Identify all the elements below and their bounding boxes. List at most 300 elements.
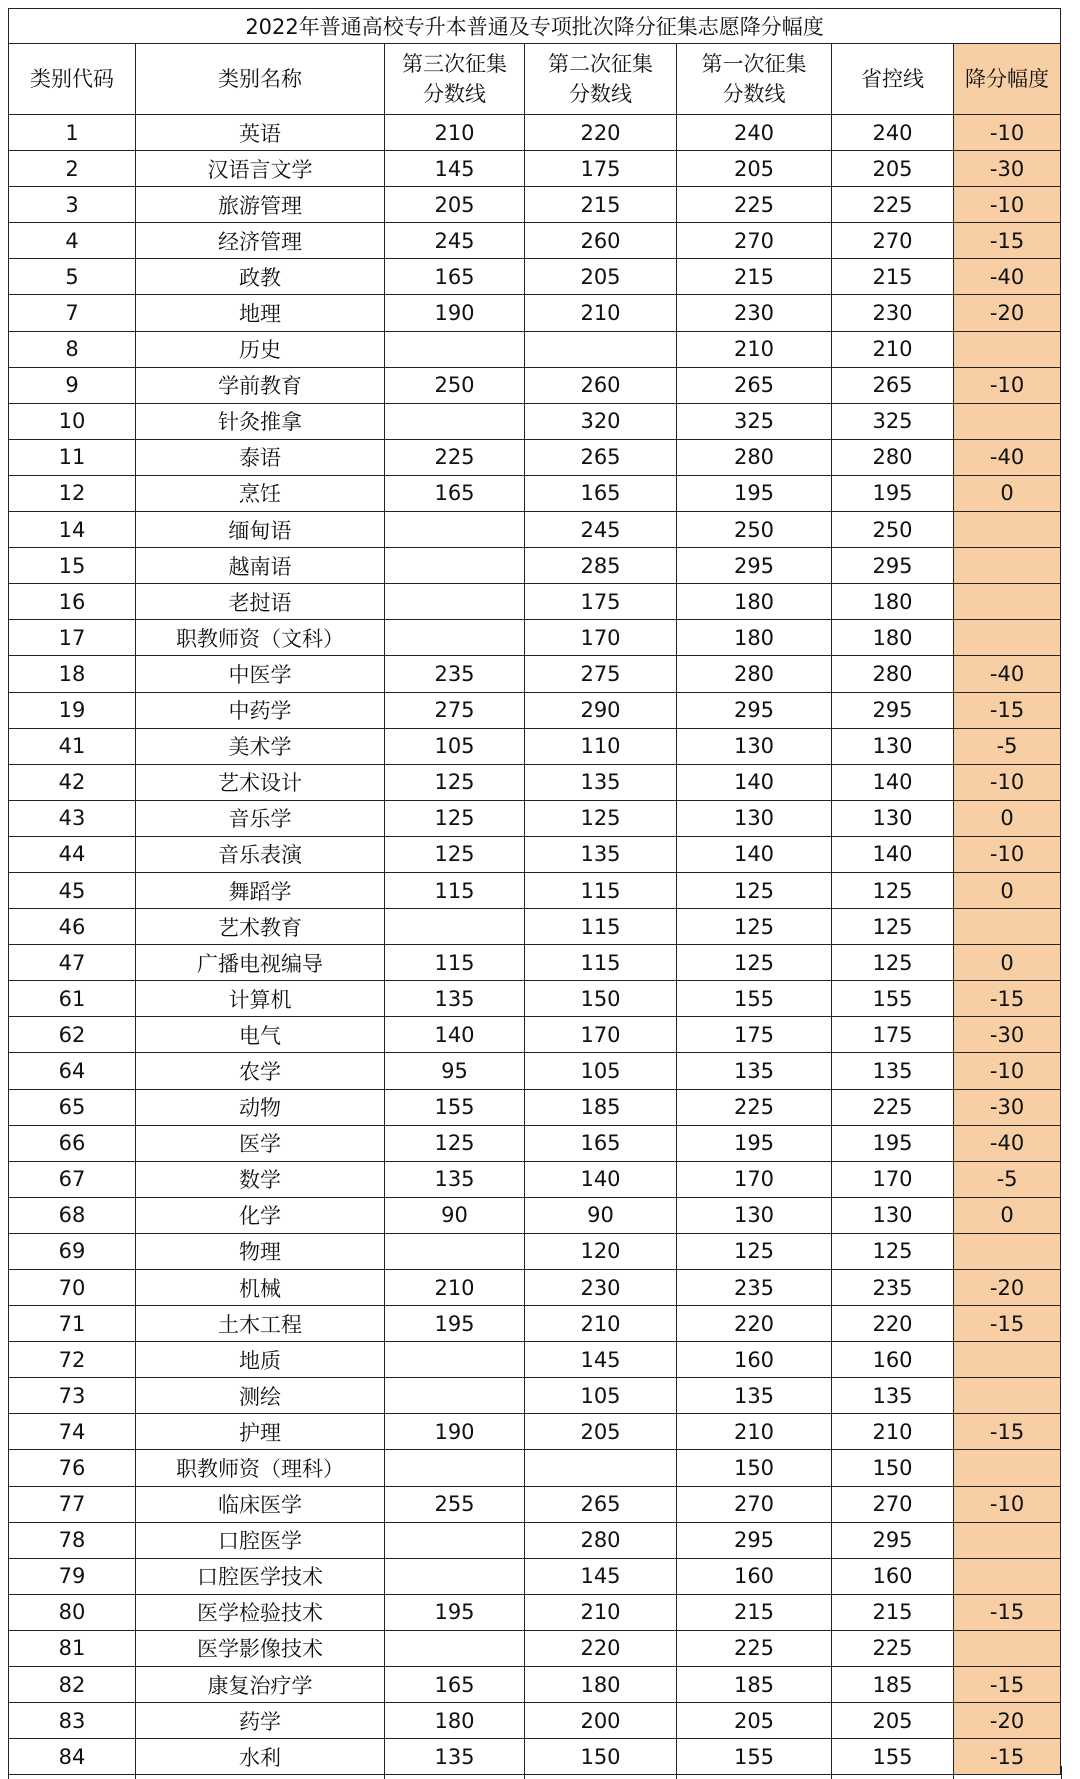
cell-first: 140 bbox=[677, 836, 832, 872]
cell-reduction: 0 bbox=[954, 1197, 1061, 1233]
cell-name: 水利 bbox=[136, 1739, 385, 1775]
cell-provincial: 265 bbox=[832, 367, 954, 403]
cell-provincial: 150 bbox=[832, 1450, 954, 1486]
cell-third: 195 bbox=[385, 1594, 525, 1630]
cell-name: 测绘 bbox=[136, 1378, 385, 1414]
cell-third: 125 bbox=[385, 836, 525, 872]
cell-code: 73 bbox=[9, 1378, 136, 1414]
cell-code: 69 bbox=[9, 1233, 136, 1269]
table-row bbox=[9, 1594, 1061, 1630]
cell-reduction: -10 bbox=[954, 836, 1061, 872]
cell-third: 155 bbox=[385, 1089, 525, 1125]
cell-name: 医学检验技术 bbox=[136, 1594, 385, 1630]
cell-first: 195 bbox=[677, 475, 832, 511]
cell-name: 口腔医学 bbox=[136, 1522, 385, 1558]
table-bottom-edge bbox=[8, 1766, 1062, 1779]
cell-third bbox=[385, 548, 525, 584]
cell-reduction bbox=[954, 1342, 1061, 1378]
cell-code: 77 bbox=[9, 1486, 136, 1522]
cell-code: 9 bbox=[9, 367, 136, 403]
cell-first: 280 bbox=[677, 656, 832, 692]
cell-provincial: 225 bbox=[832, 187, 954, 223]
cell-provincial: 185 bbox=[832, 1667, 954, 1703]
cell-name: 缅甸语 bbox=[136, 512, 385, 548]
cell-second: 230 bbox=[525, 1270, 677, 1306]
cell-second: 125 bbox=[525, 800, 677, 836]
cell-name: 旅游管理 bbox=[136, 187, 385, 223]
cell-code: 4 bbox=[9, 223, 136, 259]
cell-name: 电气 bbox=[136, 1017, 385, 1053]
cell-reduction: 0 bbox=[954, 945, 1061, 981]
cell-second: 150 bbox=[525, 1739, 677, 1775]
table-row bbox=[9, 1197, 1061, 1233]
cell-provincial: 225 bbox=[832, 1630, 954, 1666]
cell-third: 180 bbox=[385, 1703, 525, 1739]
table-row bbox=[9, 331, 1061, 367]
table-row bbox=[9, 151, 1061, 187]
cell-name: 农学 bbox=[136, 1053, 385, 1089]
header-first-line1: 第一次征集 bbox=[701, 52, 807, 76]
cell-provincial: 325 bbox=[832, 403, 954, 439]
cell-provincial: 125 bbox=[832, 1233, 954, 1269]
cell-code: 16 bbox=[9, 584, 136, 620]
cell-reduction: -5 bbox=[954, 728, 1061, 764]
table-title: 2022年普通高校专升本普通及专项批次降分征集志愿降分幅度 bbox=[9, 9, 1061, 44]
cell-third: 115 bbox=[385, 872, 525, 908]
cell-first: 135 bbox=[677, 1053, 832, 1089]
cell-name: 汉语言文学 bbox=[136, 151, 385, 187]
table-row bbox=[9, 945, 1061, 981]
table-row bbox=[9, 439, 1061, 475]
cell-second: 150 bbox=[525, 981, 677, 1017]
cell-third: 195 bbox=[385, 1306, 525, 1342]
cell-third bbox=[385, 331, 525, 367]
cell-first: 170 bbox=[677, 1161, 832, 1197]
cell-first: 175 bbox=[677, 1017, 832, 1053]
cell-name: 口腔医学技术 bbox=[136, 1558, 385, 1594]
header-name-label: 类别名称 bbox=[218, 67, 302, 91]
cell-third: 95 bbox=[385, 1053, 525, 1089]
cell-second: 290 bbox=[525, 692, 677, 728]
cell-name: 动物 bbox=[136, 1089, 385, 1125]
table-row bbox=[9, 872, 1061, 908]
cell-first: 130 bbox=[677, 800, 832, 836]
cell-provincial: 280 bbox=[832, 656, 954, 692]
cell-provincial: 225 bbox=[832, 1089, 954, 1125]
cell-reduction: -15 bbox=[954, 1306, 1061, 1342]
cell-provincial: 210 bbox=[832, 1414, 954, 1450]
cell-reduction: -20 bbox=[954, 1703, 1061, 1739]
cell-name: 越南语 bbox=[136, 548, 385, 584]
cell-second: 200 bbox=[525, 1703, 677, 1739]
header-provincial bbox=[832, 44, 954, 115]
header-third-line2: 分数线 bbox=[423, 82, 486, 106]
cell-name: 康复治疗学 bbox=[136, 1667, 385, 1703]
cell-second: 320 bbox=[525, 403, 677, 439]
cell-first: 280 bbox=[677, 439, 832, 475]
table-row bbox=[9, 1017, 1061, 1053]
cell-second: 265 bbox=[525, 1486, 677, 1522]
cell-code: 70 bbox=[9, 1270, 136, 1306]
cell-name: 土木工程 bbox=[136, 1306, 385, 1342]
cell-reduction: -10 bbox=[954, 1053, 1061, 1089]
cell-name: 艺术设计 bbox=[136, 764, 385, 800]
table-row bbox=[9, 656, 1061, 692]
cell-second: 205 bbox=[525, 259, 677, 295]
cell-third: 145 bbox=[385, 151, 525, 187]
cell-second: 110 bbox=[525, 728, 677, 764]
cell-reduction bbox=[954, 584, 1061, 620]
cell-name: 药学 bbox=[136, 1703, 385, 1739]
cell-name: 医学影像技术 bbox=[136, 1630, 385, 1666]
cell-third bbox=[385, 909, 525, 945]
cell-third: 205 bbox=[385, 187, 525, 223]
cell-name: 老挝语 bbox=[136, 584, 385, 620]
cell-reduction: -20 bbox=[954, 1270, 1061, 1306]
cell-third bbox=[385, 620, 525, 656]
cell-reduction bbox=[954, 512, 1061, 548]
cell-name: 护理 bbox=[136, 1414, 385, 1450]
cell-provincial: 270 bbox=[832, 1486, 954, 1522]
cell-provincial: 170 bbox=[832, 1161, 954, 1197]
cell-second: 210 bbox=[525, 1306, 677, 1342]
cell-code: 19 bbox=[9, 692, 136, 728]
cell-reduction: -40 bbox=[954, 439, 1061, 475]
header-second bbox=[525, 44, 677, 115]
cell-name: 音乐表演 bbox=[136, 836, 385, 872]
cell-code: 8 bbox=[9, 331, 136, 367]
cell-code: 78 bbox=[9, 1522, 136, 1558]
cell-first: 225 bbox=[677, 1630, 832, 1666]
cell-first: 240 bbox=[677, 115, 832, 151]
cell-reduction: 0 bbox=[954, 872, 1061, 908]
table-row bbox=[9, 1522, 1061, 1558]
cell-third: 165 bbox=[385, 475, 525, 511]
cell-third: 135 bbox=[385, 1739, 525, 1775]
cell-code: 82 bbox=[9, 1667, 136, 1703]
header-first-line2: 分数线 bbox=[722, 82, 786, 106]
table-row bbox=[9, 764, 1061, 800]
cell-name: 数学 bbox=[136, 1161, 385, 1197]
table-row bbox=[9, 800, 1061, 836]
cell-name: 泰语 bbox=[136, 439, 385, 475]
cell-third: 115 bbox=[385, 945, 525, 981]
cell-name: 烹饪 bbox=[136, 475, 385, 511]
cell-code: 84 bbox=[9, 1739, 136, 1775]
cell-first: 215 bbox=[677, 259, 832, 295]
table-row bbox=[9, 584, 1061, 620]
cell-provincial: 195 bbox=[832, 1125, 954, 1161]
table-row bbox=[9, 187, 1061, 223]
cell-third: 210 bbox=[385, 115, 525, 151]
cell-name: 地质 bbox=[136, 1342, 385, 1378]
cell-third bbox=[385, 403, 525, 439]
cell-provincial: 295 bbox=[832, 692, 954, 728]
cell-second: 140 bbox=[525, 1161, 677, 1197]
header-reduction bbox=[954, 44, 1061, 115]
cell-provincial: 295 bbox=[832, 1522, 954, 1558]
cell-third: 105 bbox=[385, 728, 525, 764]
cell-name: 学前教育 bbox=[136, 367, 385, 403]
cell-first: 160 bbox=[677, 1558, 832, 1594]
table-row bbox=[9, 692, 1061, 728]
cell-third: 165 bbox=[385, 1667, 525, 1703]
cell-first: 160 bbox=[677, 1342, 832, 1378]
cell-provincial: 250 bbox=[832, 512, 954, 548]
cell-name: 舞蹈学 bbox=[136, 872, 385, 908]
cell-provincial: 135 bbox=[832, 1053, 954, 1089]
cell-code: 71 bbox=[9, 1306, 136, 1342]
cell-provincial: 195 bbox=[832, 475, 954, 511]
header-reduction-label: 降分幅度 bbox=[965, 67, 1050, 91]
cell-name: 职教师资（文科） bbox=[136, 620, 385, 656]
cell-reduction: -10 bbox=[954, 1486, 1061, 1522]
header-second-line2: 分数线 bbox=[569, 82, 632, 106]
cell-second: 220 bbox=[525, 1630, 677, 1666]
table-row bbox=[9, 981, 1061, 1017]
cell-code: 72 bbox=[9, 1342, 136, 1378]
cell-reduction: -30 bbox=[954, 151, 1061, 187]
cell-first: 135 bbox=[677, 1378, 832, 1414]
cell-third bbox=[385, 584, 525, 620]
cell-first: 270 bbox=[677, 223, 832, 259]
cell-first: 295 bbox=[677, 1522, 832, 1558]
cell-first: 155 bbox=[677, 1739, 832, 1775]
cell-code: 68 bbox=[9, 1197, 136, 1233]
cell-reduction: -10 bbox=[954, 764, 1061, 800]
cell-reduction: -40 bbox=[954, 656, 1061, 692]
cell-name: 广播电视编导 bbox=[136, 945, 385, 981]
header-provincial-label: 省控线 bbox=[861, 67, 924, 91]
table-row bbox=[9, 1089, 1061, 1125]
cell-third bbox=[385, 1522, 525, 1558]
cell-third: 225 bbox=[385, 439, 525, 475]
cell-code: 14 bbox=[9, 512, 136, 548]
cell-second: 175 bbox=[525, 584, 677, 620]
cell-provincial: 140 bbox=[832, 836, 954, 872]
table-row bbox=[9, 1125, 1061, 1161]
cell-second: 120 bbox=[525, 1233, 677, 1269]
cell-second: 275 bbox=[525, 656, 677, 692]
cell-reduction bbox=[954, 1630, 1061, 1666]
table-row bbox=[9, 115, 1061, 151]
table-row bbox=[9, 1342, 1061, 1378]
cell-reduction: -40 bbox=[954, 259, 1061, 295]
table-row bbox=[9, 1306, 1061, 1342]
cell-reduction: -15 bbox=[954, 1667, 1061, 1703]
cell-name: 地理 bbox=[136, 295, 385, 331]
cell-third: 255 bbox=[385, 1486, 525, 1522]
cell-reduction bbox=[954, 1450, 1061, 1486]
cell-second: 210 bbox=[525, 1594, 677, 1630]
cell-reduction bbox=[954, 1522, 1061, 1558]
cell-name: 美术学 bbox=[136, 728, 385, 764]
cell-third: 210 bbox=[385, 1270, 525, 1306]
cell-second: 165 bbox=[525, 475, 677, 511]
cell-code: 17 bbox=[9, 620, 136, 656]
cell-provincial: 205 bbox=[832, 1703, 954, 1739]
cell-third: 135 bbox=[385, 1161, 525, 1197]
cell-reduction: -15 bbox=[954, 1414, 1061, 1450]
cell-provincial: 215 bbox=[832, 1594, 954, 1630]
cell-name: 化学 bbox=[136, 1197, 385, 1233]
table-row bbox=[9, 728, 1061, 764]
table-row bbox=[9, 259, 1061, 295]
cell-provincial: 210 bbox=[832, 331, 954, 367]
cell-third bbox=[385, 1558, 525, 1594]
cell-code: 66 bbox=[9, 1125, 136, 1161]
cell-reduction: 0 bbox=[954, 475, 1061, 511]
cell-provincial: 180 bbox=[832, 584, 954, 620]
table-row bbox=[9, 1053, 1061, 1089]
cell-second: 185 bbox=[525, 1089, 677, 1125]
cell-provincial: 140 bbox=[832, 764, 954, 800]
header-first bbox=[677, 44, 832, 115]
table-row bbox=[9, 223, 1061, 259]
cell-first: 225 bbox=[677, 187, 832, 223]
cell-first: 225 bbox=[677, 1089, 832, 1125]
cell-reduction bbox=[954, 403, 1061, 439]
cell-code: 64 bbox=[9, 1053, 136, 1089]
cell-first: 195 bbox=[677, 1125, 832, 1161]
cell-reduction bbox=[954, 1558, 1061, 1594]
cell-first: 155 bbox=[677, 981, 832, 1017]
cell-provincial: 180 bbox=[832, 620, 954, 656]
cell-code: 1 bbox=[9, 115, 136, 151]
cell-reduction: 0 bbox=[954, 800, 1061, 836]
cell-third: 190 bbox=[385, 295, 525, 331]
header-code bbox=[9, 44, 136, 115]
cell-first: 125 bbox=[677, 909, 832, 945]
cell-second: 170 bbox=[525, 1017, 677, 1053]
cell-reduction: -15 bbox=[954, 1739, 1061, 1775]
cell-name: 经济管理 bbox=[136, 223, 385, 259]
cell-provincial: 135 bbox=[832, 1378, 954, 1414]
table-row bbox=[9, 1630, 1061, 1666]
cell-second: 280 bbox=[525, 1522, 677, 1558]
cell-third: 235 bbox=[385, 656, 525, 692]
cell-first: 215 bbox=[677, 1594, 832, 1630]
cell-third bbox=[385, 512, 525, 548]
cell-third bbox=[385, 1630, 525, 1666]
cell-reduction: -15 bbox=[954, 223, 1061, 259]
cell-code: 74 bbox=[9, 1414, 136, 1450]
cell-code: 42 bbox=[9, 764, 136, 800]
cell-code: 3 bbox=[9, 187, 136, 223]
cell-second: 265 bbox=[525, 439, 677, 475]
cell-provincial: 280 bbox=[832, 439, 954, 475]
cell-second: 215 bbox=[525, 187, 677, 223]
cell-first: 210 bbox=[677, 331, 832, 367]
cell-first: 295 bbox=[677, 548, 832, 584]
cell-first: 210 bbox=[677, 1414, 832, 1450]
cell-provincial: 160 bbox=[832, 1342, 954, 1378]
cell-code: 11 bbox=[9, 439, 136, 475]
cell-third: 140 bbox=[385, 1017, 525, 1053]
cell-third: 135 bbox=[385, 981, 525, 1017]
cell-third: 125 bbox=[385, 800, 525, 836]
table-row bbox=[9, 1414, 1061, 1450]
cell-first: 180 bbox=[677, 584, 832, 620]
cell-name: 英语 bbox=[136, 115, 385, 151]
cell-second: 145 bbox=[525, 1558, 677, 1594]
cell-code: 83 bbox=[9, 1703, 136, 1739]
cell-first: 140 bbox=[677, 764, 832, 800]
cell-third: 190 bbox=[385, 1414, 525, 1450]
cell-second: 170 bbox=[525, 620, 677, 656]
cell-provincial: 155 bbox=[832, 981, 954, 1017]
header-second-line1: 第二次征集 bbox=[548, 52, 653, 76]
cell-third: 245 bbox=[385, 223, 525, 259]
cell-second: 220 bbox=[525, 115, 677, 151]
table-row bbox=[9, 512, 1061, 548]
cell-code: 5 bbox=[9, 259, 136, 295]
cell-code: 81 bbox=[9, 1630, 136, 1666]
cell-first: 185 bbox=[677, 1667, 832, 1703]
cell-name: 音乐学 bbox=[136, 800, 385, 836]
cell-provincial: 215 bbox=[832, 259, 954, 295]
cell-reduction bbox=[954, 548, 1061, 584]
cell-provincial: 160 bbox=[832, 1558, 954, 1594]
cell-first: 220 bbox=[677, 1306, 832, 1342]
cell-reduction: -10 bbox=[954, 115, 1061, 151]
cell-code: 15 bbox=[9, 548, 136, 584]
cell-first: 270 bbox=[677, 1486, 832, 1522]
cell-code: 47 bbox=[9, 945, 136, 981]
cell-reduction bbox=[954, 909, 1061, 945]
cell-provincial: 235 bbox=[832, 1270, 954, 1306]
table-row bbox=[9, 836, 1061, 872]
cell-third: 125 bbox=[385, 1125, 525, 1161]
cell-reduction bbox=[954, 1378, 1061, 1414]
cell-reduction: -40 bbox=[954, 1125, 1061, 1161]
table-row bbox=[9, 1703, 1061, 1739]
table-row bbox=[9, 548, 1061, 584]
cell-third: 250 bbox=[385, 367, 525, 403]
cell-code: 76 bbox=[9, 1450, 136, 1486]
table-row bbox=[9, 295, 1061, 331]
cell-third bbox=[385, 1233, 525, 1269]
cell-name: 艺术教育 bbox=[136, 909, 385, 945]
cell-second: 135 bbox=[525, 764, 677, 800]
cell-third: 165 bbox=[385, 259, 525, 295]
table-row bbox=[9, 1270, 1061, 1306]
cell-provincial: 270 bbox=[832, 223, 954, 259]
cell-first: 205 bbox=[677, 1703, 832, 1739]
cell-reduction: -30 bbox=[954, 1089, 1061, 1125]
cell-reduction: -15 bbox=[954, 1594, 1061, 1630]
cell-second: 210 bbox=[525, 295, 677, 331]
cell-third bbox=[385, 1378, 525, 1414]
cell-code: 67 bbox=[9, 1161, 136, 1197]
table-row bbox=[9, 1161, 1061, 1197]
cell-name: 机械 bbox=[136, 1270, 385, 1306]
cell-code: 18 bbox=[9, 656, 136, 692]
cell-name: 计算机 bbox=[136, 981, 385, 1017]
header-third-line1: 第三次征集 bbox=[402, 52, 507, 76]
cell-code: 12 bbox=[9, 475, 136, 511]
cell-provincial: 230 bbox=[832, 295, 954, 331]
cell-code: 62 bbox=[9, 1017, 136, 1053]
cell-second: 90 bbox=[525, 1197, 677, 1233]
cell-provincial: 125 bbox=[832, 945, 954, 981]
cell-code: 10 bbox=[9, 403, 136, 439]
cell-third: 125 bbox=[385, 764, 525, 800]
table-row bbox=[9, 1558, 1061, 1594]
cell-first: 250 bbox=[677, 512, 832, 548]
header-code-label: 类别代码 bbox=[30, 67, 114, 91]
cell-reduction: -15 bbox=[954, 692, 1061, 728]
